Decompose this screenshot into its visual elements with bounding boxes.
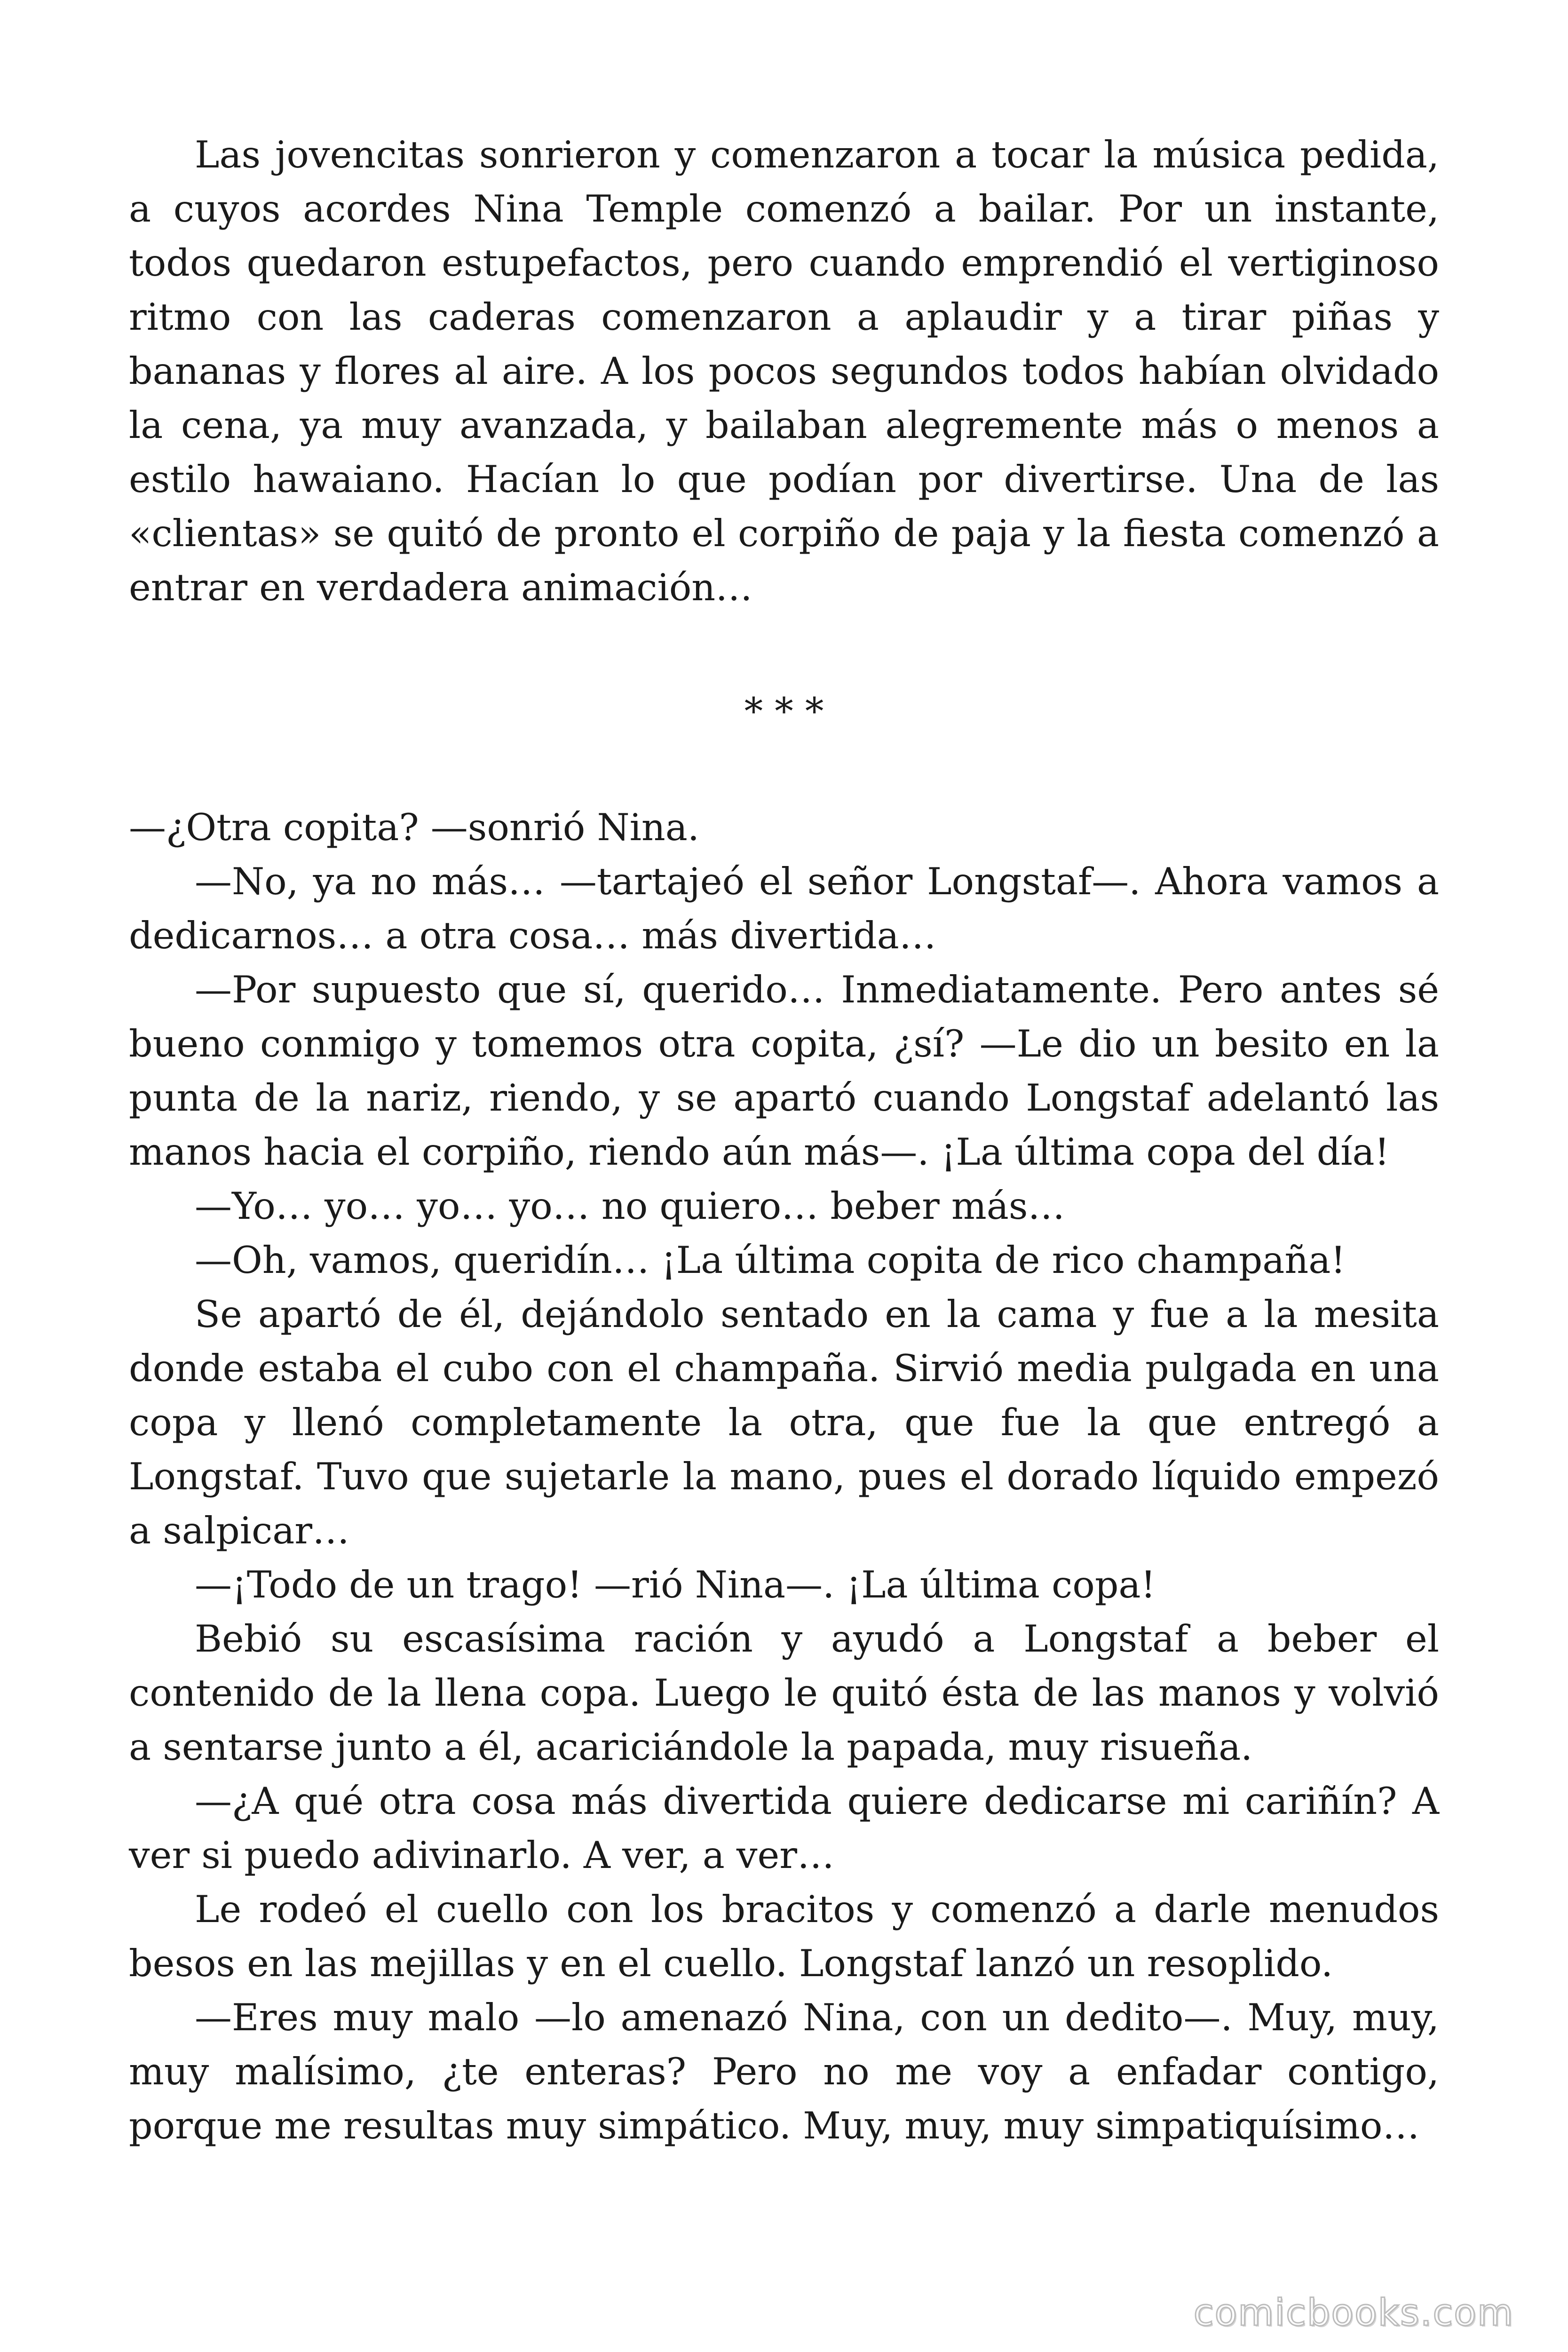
paragraph: —Oh, vamos, queridín… ¡La última copita de rico champaña! [195,1239,1346,1282]
paragraph: —¿A qué otra cosa más divertida quiere dedicarse mi cariñín? A ver si puedo adivinarlo. A ver, a ver… [129,1780,1439,1877]
section-separator: * * * [744,690,824,733]
paragraph: —¡Todo de un trago! —rió Nina—. ¡La última copa! [195,1563,1156,1606]
paragraph: —Eres muy malo —lo amenazó Nina, con un dedito—. Muy, muy, muy malísimo, ¿te enteras? Pero no me voy a enfadar contigo, porque me resultas muy simpático. Muy, muy, muy simpatiquísimo… [129,1996,1439,2147]
paragraph: Las jovencitas sonrieron y comenzaron a tocar la música pedida, a cuyos acordes Nina Temple comenzó a bailar. Por un instante, todos quedaron estupefactos, pero cuando emprendió el vertiginoso ritmo con las caderas comenzaron a aplaudir y a tirar piñas y bananas y flores al aire. A los pocos segundos todos habían olvidado la cena, ya muy avanzada, y bailaban alegremente más o menos a estilo hawaiano. Hacían lo que podían por divertirse. Una de las «clientas» se quitó de pronto el corpiño de paja y la fiesta comenzó a entrar en verdadera animación… [129,133,1439,609]
paragraph: Se apartó de él, dejándolo sentado en la cama y fue a la mesita donde estaba el cubo con el champaña. Sirvió media pulgada en una copa y llenó completamente la otra, que fue la que entregó a Longstaf. Tuvo que sujetarle la mano, pues el dorado líquido empezó a salpicar… [129,1293,1439,1552]
paragraph: —Yo… yo… yo… yo… no quiero… beber más… [195,1184,1065,1228]
text-block-bottom [129,801,1439,2153]
paragraph: Le rodeó el cuello con los bracitos y comenzó a darle menudos besos en las mejillas y en el cuello. Longstaf lanzó un resoplido. [129,1888,1439,1985]
paragraph: Bebió su escasísima ración y ayudó a Longstaf a beber el contenido de la llena copa. Luego le quitó ésta de las manos y volvió a sentarse junto a él, acariciándole la papada, muy risueña. [129,1617,1439,1769]
paragraph: —Por supuesto que sí, querido… Inmediatamente. Pero antes sé bueno conmigo y tomemos otra copita, ¿sí? —Le dio un besito en la punta de la nariz, riendo, y se apartó cuando Longstaf adelantó las manos hacia el corpiño, riendo aún más—. ¡La última copa del día! [129,968,1439,1174]
watermark-logo: comicbooks.com [1193,2292,1514,2334]
paragraph: —No, ya no más… —tartajeó el señor Longstaf—. Ahora vamos a dedicarnos… a otra cosa… más divertida… [129,860,1439,957]
paragraph: —¿Otra copita? —sonrió Nina. [129,806,699,849]
text-block-top [129,128,1439,615]
